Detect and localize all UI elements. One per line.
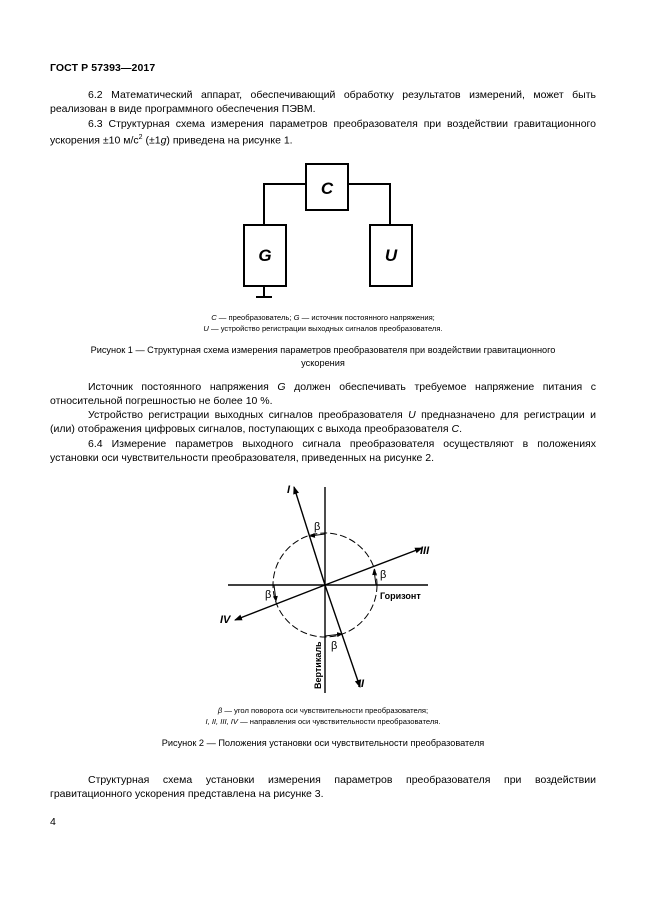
pu-text-1: Устройство регистрации выходных сигналов преобразователя: [88, 409, 409, 421]
legend-c-text: — преобразователь;: [216, 313, 294, 322]
block-g-label: G: [258, 246, 272, 265]
axis-label-i: I: [287, 484, 291, 496]
axis-label-ii: II: [358, 678, 365, 690]
horizon-label: Горизонт: [380, 591, 421, 601]
legend-beta-text: — угол поворота оси чувствительности преобразователя;: [222, 706, 429, 715]
angle-arrow-left: [274, 585, 276, 601]
figure-1-caption: Рисунок 1 — Структурная схема измерения параметров преобразователя при воздействии гравитационного ускорения: [90, 345, 556, 368]
pg-var-g: G: [277, 381, 286, 393]
legend-beta-symbol: β: [217, 706, 223, 715]
axis-iii-arrow: [325, 548, 422, 585]
beta-label-bottom: β: [331, 640, 338, 652]
paragraph-source-g: [50, 380, 596, 409]
figure-2-legend-line-2: [50, 716, 596, 727]
pg-text-1: Источник постоянного напряжения: [88, 381, 278, 393]
paragraph-6-3: [50, 117, 596, 148]
wire-c-g: [264, 184, 306, 225]
figure-2-legend-line-1: [50, 705, 596, 716]
vertical-label: Вертикаль: [313, 641, 323, 689]
paragraph-6-2: 6.2 Математический аппарат, обеспечивающий обработку результатов измерений, может быть реализован в виде программного обеспечения ПЭВМ.: [50, 89, 596, 116]
legend-u-text: — устройство регистрации выходных сигналов преобразователя.: [208, 324, 443, 333]
pu-var-u: U: [408, 409, 416, 421]
figure-2-caption: Рисунок 2 — Положения установки оси чувствительности преобразователя: [161, 738, 485, 748]
legend-g-text: — источник постоянного напряжения;: [299, 313, 435, 322]
p63-text-1: 6.3 Структурная схема измерения параметров преобразователя при воздействии гравитационного ускорения ±10 м/с: [50, 118, 596, 147]
axis-iv-arrow: [235, 585, 325, 620]
beta-label-right: β: [380, 569, 387, 581]
page-number: 4: [50, 816, 56, 828]
block-c-label: C: [320, 179, 334, 198]
figure-1-legend-line-1: [50, 312, 596, 323]
paragraph-figure-3-ref: Структурная схема установки измерения параметров преобразователя при воздействии гравитационного ускорения представлена на рисунке 3.: [50, 774, 596, 801]
paragraph-register-u: [50, 408, 596, 437]
pu-text-2: предназначено для регистрации и (или) отображения цифровых сигналов, поступающих с выхода преобразователя: [50, 409, 596, 436]
legend-c-symbol: C: [211, 313, 217, 322]
legend-roman-symbols: I, II, III, IV: [205, 717, 238, 726]
p63-text-3: ) приведена на рисунке 1.: [166, 134, 293, 147]
axis-ii-arrow: [325, 585, 360, 687]
legend-u-symbol: U: [203, 324, 209, 333]
figure-1-diagram: [200, 155, 460, 305]
pu-var-c: C: [451, 423, 460, 436]
figure-1-legend-line-2: [50, 323, 596, 334]
document-header: ГОСТ Р 57393—2017: [50, 62, 156, 74]
pu-text-3: .: [459, 423, 463, 436]
paragraph-6-4: 6.4 Измерение параметров выходного сигнала преобразователя осуществляют в положениях установки оси чувствительности преобразователя, приведенных на рисунке 2.: [50, 438, 596, 465]
pg-text-2: должен обеспечивать требуемое напряжение питания с относительной погрешностью не более 10 %.: [50, 381, 596, 408]
axis-label-iv: IV: [220, 614, 231, 626]
axis-i-arrow: [294, 487, 325, 585]
wire-c-u: [348, 184, 390, 225]
p63-text-2: (±1: [142, 134, 161, 147]
block-u-label: U: [384, 246, 398, 265]
beta-label-left: β: [265, 589, 272, 601]
legend-roman-text: — направления оси чувствительности преобразователя.: [237, 717, 441, 726]
p63-g-symbol: g: [160, 134, 167, 147]
p63-superscript: 2: [138, 134, 143, 142]
legend-g-symbol: G: [293, 313, 300, 322]
figure-2-diagram: [200, 475, 460, 700]
axis-label-iii: III: [420, 545, 430, 557]
beta-label-top: β: [314, 521, 321, 533]
